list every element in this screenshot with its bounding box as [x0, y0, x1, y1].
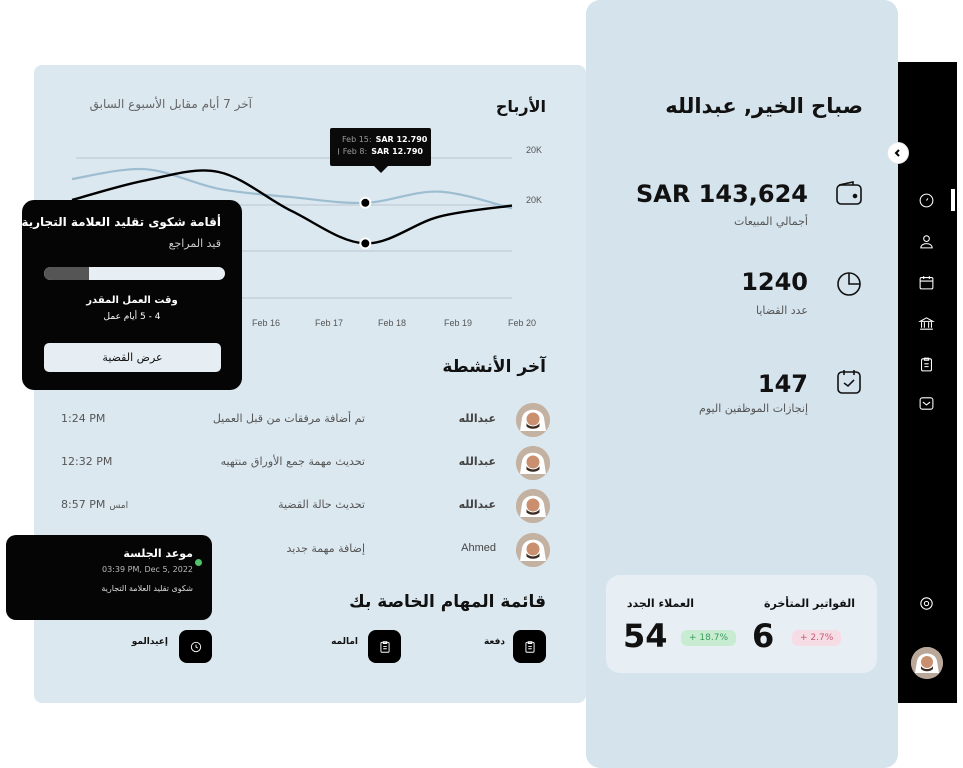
total-sales-label: أجمالي المبيعات [733, 215, 808, 228]
estimated-time-value: 4 - 5 أيام عمل [103, 312, 161, 322]
clients-invoices-card [606, 575, 877, 673]
late-invoices-change-badge: + 2.7% [792, 630, 841, 646]
late-invoices-title: الفواتير المتأخرة [764, 597, 855, 610]
pie-chart-icon [834, 268, 864, 298]
task-item-appointments[interactable] [131, 630, 214, 664]
avatar [516, 533, 550, 567]
activity-description: إضافة مهمة جديد [286, 542, 365, 555]
view-case-button[interactable]: عرض القضية [44, 343, 221, 372]
case-progress-bar [44, 267, 225, 280]
collapse-sidebar-button[interactable] [887, 142, 909, 164]
activity-time-value: 12:32 PM [61, 455, 113, 468]
clipboard-icon [368, 630, 401, 663]
activity-user-name: عبدالله [458, 498, 496, 511]
x-tick-label: Feb 20 [507, 318, 537, 328]
activity-description: تحديث مهمة جمع الأوراق منتهيه [220, 455, 365, 468]
avatar [516, 446, 550, 480]
calendar-check-icon [834, 367, 864, 397]
bank-icon[interactable] [916, 313, 936, 333]
settings-icon[interactable] [916, 593, 936, 613]
summary-panel [586, 0, 898, 768]
x-tick-label: Feb 17 [314, 318, 344, 328]
activity-row[interactable] [34, 446, 586, 482]
case-title: أقامة شكوى تقليد العلامة التجارية [21, 215, 221, 229]
chart-point [360, 198, 370, 208]
avatar [516, 489, 550, 523]
activity-user-name: Ahmed [461, 542, 496, 554]
calendar-icon[interactable] [916, 272, 936, 292]
clipboard-icon[interactable] [916, 354, 936, 374]
session-card[interactable] [6, 535, 212, 620]
cases-count-label: عدد القضايا [755, 304, 808, 317]
activity-user-name: عبدالله [458, 412, 496, 425]
wallet-icon [834, 179, 864, 209]
tooltip-value: SAR 12.790 [375, 134, 428, 144]
tooltip-date: Feb 15: [342, 134, 372, 144]
activity-description: تم أضافة مرفقات من قبل العميل [212, 412, 365, 425]
cases-count-value: 1240 [741, 268, 808, 296]
tooltip-value: SAR 12.790 [371, 146, 423, 156]
y-tick-label: 20K [526, 145, 543, 155]
new-clients-value: 54 [623, 617, 668, 655]
session-title: موعد الجلسة [123, 547, 193, 560]
employee-achievements-value: 147 [757, 370, 808, 398]
y-tick-label: 20K [526, 195, 543, 205]
case-detail-card [22, 200, 242, 390]
activity-time-value: 8:57 PM [61, 498, 106, 511]
late-invoices-value: 6 [752, 617, 775, 655]
x-tick-label: Feb 16 [251, 318, 281, 328]
activity-row[interactable] [34, 489, 586, 525]
task-item-tasks[interactable] [331, 630, 401, 664]
clipboard-icon [513, 630, 546, 663]
task-label: إعيدالمو [131, 637, 168, 647]
task-label: دفعة [483, 637, 505, 647]
new-clients-title: العملاء الجدد [626, 597, 694, 610]
task-label: امالمه [331, 637, 358, 647]
activity-time [61, 412, 105, 425]
estimated-time-label: وقت العمل المقدر [86, 295, 178, 306]
chart-point [360, 238, 370, 248]
new-clients-change-badge: + 18.7% [681, 630, 736, 646]
case-progress-fill [44, 267, 89, 280]
x-tick-label: Feb 18 [377, 318, 407, 328]
chart-tooltip [330, 128, 431, 166]
activity-time-value: 1:24 PM [61, 412, 106, 425]
user-icon[interactable] [916, 231, 936, 251]
inbox-icon[interactable] [916, 393, 936, 413]
x-tick-label: Feb 19 [443, 318, 473, 328]
employee-achievements-label: إنجازات الموظفين اليوم [699, 402, 808, 415]
chart-subtitle: آخر 7 أيام مقابل الأسبوع السابق [89, 97, 252, 111]
activity-yesterday-label: امس [109, 501, 129, 511]
status-dot [195, 559, 202, 566]
dashboard-icon[interactable] [916, 190, 936, 210]
chevron-left-icon [893, 148, 903, 158]
chart-title: الأرباح [495, 97, 546, 116]
case-status: قيد المراجع [168, 237, 221, 250]
session-description: شكوى تقليد العلامة التجارية [101, 584, 193, 593]
avatar[interactable] [911, 647, 943, 679]
tasks-title: قائمة المهام الخاصة بك [349, 592, 546, 612]
activity-description: تحديث حالة القضية [278, 498, 365, 511]
tooltip-date: Feb 8: [342, 146, 368, 156]
clock-icon [179, 630, 212, 663]
task-item-payment[interactable] [479, 630, 549, 664]
activities-title: آخر الأنشطة [442, 357, 546, 377]
active-nav-indicator [951, 189, 955, 211]
activity-row[interactable] [34, 403, 586, 439]
greeting-title: صباح الخير, عبدالله [665, 94, 863, 118]
avatar [516, 403, 550, 437]
session-date: 03:39 PM, Dec 5, 2022 [102, 565, 193, 574]
activity-time [61, 455, 112, 468]
activity-user-name: عبدالله [458, 455, 496, 468]
total-sales-value: SAR 143,624 [635, 180, 808, 208]
legend-dot [338, 148, 339, 155]
activity-time [61, 498, 128, 511]
